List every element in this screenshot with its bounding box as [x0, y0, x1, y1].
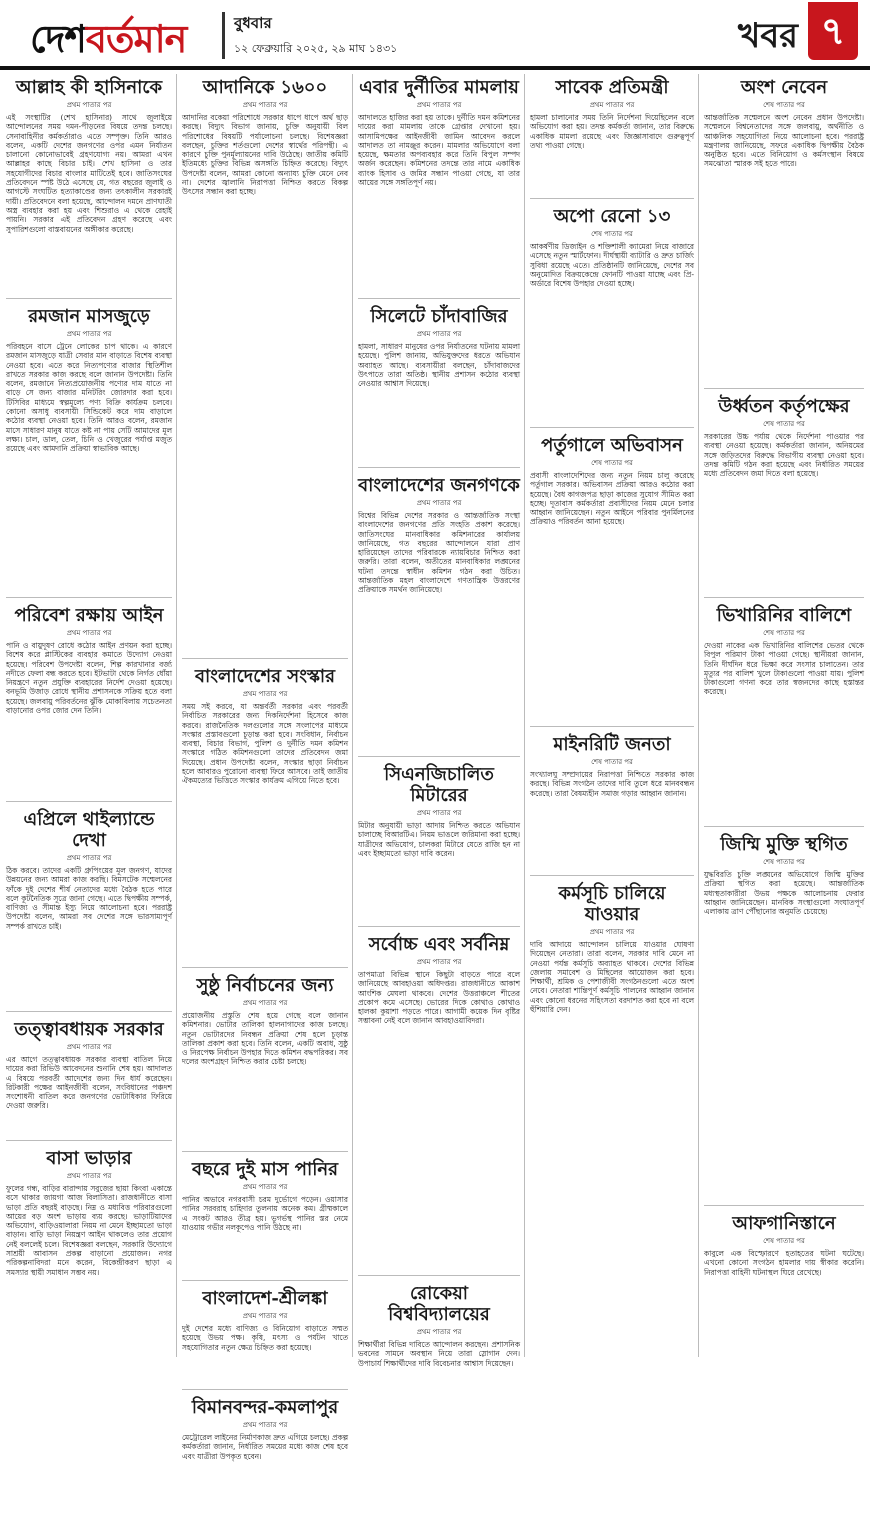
article-body: আন্তর্জাতিক সম্মেলনে অংশ নেবেন প্রধান উপদেষ্টা। সম্মেলনে বিশ্বনেতাদের সঙ্গে জলবায়ু, অর্থনীতি ও আঞ্চলিক সহযোগিতা নিয়ে আলোচনা হবে। পররাষ্ট্র মন্ত্রণালয় জানিয়েছে, সফরে একাধিক দ্বিপক্ষীয় বৈঠক অনুষ্ঠিত হবে। এতে বিনিয়োগ ও কর্মসংস্থান বিষয়ে সমঝোতা স্মারক সই হতে পারে।	[704, 113, 864, 169]
headline: আল্লাহ কী হাসিনাকে	[15, 77, 163, 98]
article-body: আকর্ষণীয় ডিজাইন ও শক্তিশালী ক্যামেরা নিয়ে বাজারে এসেছে নতুন স্মার্টফোন। দীর্ঘস্থায়ী ব্যাটারি ও দ্রুত চার্জিং সুবিধা রয়েছে এতে। প্রতিষ্ঠানটি জানিয়েছে, দেশের সব অনুমোদিত বিক্রয়কেন্দ্রে ফোনটি পাওয়া যাচ্ছে এবং প্রি-অর্ডারে বিশেষ উপহার দেওয়া হচ্ছে।	[530, 242, 694, 289]
headline: উর্ধ্বতন কর্তৃপক্ষের	[718, 396, 850, 417]
headline: এপ্রিলে থাইল্যান্ডে দেখা	[23, 809, 155, 851]
continuation-note: প্রথম পাতার পর	[66, 854, 112, 862]
article-body: আদালতে হাজির করা হয় তাকে। দুর্নীতি দমন কমিশনের দায়ের করা মামলায় তাকে গ্রেপ্তার দেখানো হয়। আসামিপক্ষের আইনজীবী জামিন আবেদন করলে আদালত তা নামঞ্জুর করেন। মামলার অভিযোগে বলা হয়েছে, ক্ষমতার অপব্যবহার করে তিনি বিপুল সম্পদ অর্জন করেছেন। কমিশনের তদন্তে তার নামে একাধিক ব্যাংক হিসাব ও জমির সন্ধান পাওয়া গেছে, যা তার আয়ের সঙ্গে সঙ্গতিপূর্ণ নয়।	[358, 113, 520, 188]
article-ramadan	[6, 303, 172, 598]
article-body: হামলা চালানোর সময় তিনি নির্দেশনা দিয়েছিলেন বলে অভিযোগ করা হয়। তদন্ত কর্মকর্তা জানান, তার বিরুদ্ধে একাধিক মামলা রয়েছে এবং জিজ্ঞাসাবাদে গুরুত্বপূর্ণ তথ্য পাওয়া গেছে।	[530, 113, 694, 150]
continuation-note: শেষ পাতার পর	[763, 629, 805, 637]
article-body: প্রয়োজনীয় প্রস্তুতি শেষ হয়ে গেছে বলে জানান কমিশনার। ভোটার তালিকা হালনাগাদের কাজ চলছে। নতুন ভোটারদের নিবন্ধন প্রক্রিয়া শেষ হলে চূড়ান্ত তালিকা প্রকাশ করা হবে। তিনি বলেন, একটি অবাধ, সুষ্ঠু ও নিরপেক্ষ নির্বাচন উপহার দিতে কমিশন বদ্ধপরিকর। সব দলের অংশগ্রহণ নিশ্চিত করার চেষ্টা চলছে।	[182, 1011, 348, 1067]
page-number: ৭	[808, 2, 858, 60]
column-2	[182, 74, 348, 1512]
weekday: বুধবার	[234, 14, 272, 32]
article-rokeya	[358, 1280, 520, 1515]
article-top-official	[704, 393, 864, 598]
column-divider	[352, 74, 353, 1357]
article-body: আদানির বকেয়া পরিশোধে সরকার ধাপে ধাপে অর্থ ছাড় করছে। বিদ্যুৎ বিভাগ জানায়, চুক্তি অনুযায়ী বিল পরিশোধের বিষয়টি পর্যালোচনা চলছে। বিশেষজ্ঞরা বলছেন, চুক্তির শর্তগুলো দেশের স্বার্থের পরিপন্থী। এ কারণে চুক্তি পুনর্মূল্যায়নের দাবি উঠেছে। জাতীয় কমিটি ইতিমধ্যে চুক্তির বিভিন্ন অসঙ্গতি চিহ্নিত করেছে। বিদ্যুৎ উপদেষ্টা বলেন, আমরা কোনো অন্যায্য চুক্তি মেনে নেব না। দেশের জ্বালানি নিরাপত্তা নিশ্চিত করতে বিকল্প উৎসের সন্ধান করা হচ্ছে।	[182, 113, 348, 197]
article-rent	[6, 1145, 172, 1479]
article-body: মিটার অনুযায়ী ভাড়া আদায় নিশ্চিত করতে অভিযান চালাচ্ছে বিআরটিএ। নিয়ম ভাঙলে জরিমানা করা হচ্ছে। যাত্রীদের অভিযোগ, চালকরা মিটারে যেতে রাজি হন না এবং ইচ্ছামতো ভাড়া দাবি করেন।	[358, 821, 520, 858]
headline: সাবেক প্রতিমন্ত্রী	[555, 77, 669, 98]
headline: বাংলাদেশের জনগণকে	[358, 475, 520, 496]
article-body: সরকারের উচ্চ পর্যায় থেকে নির্দেশনা পাওয়ার পর ব্যবস্থা নেওয়া হয়েছে। কর্মকর্তারা জানান, অনিয়মের সঙ্গে জড়িতদের বিরুদ্ধে বিভাগীয় ব্যবস্থা নেওয়া হবে। তদন্ত কমিটি গঠন করা হয়েছে এবং নির্ধারিত সময়ের মধ্যে প্রতিবেদন জমা দিতে বলা হয়েছে।	[704, 432, 864, 479]
article-afghanistan	[704, 1210, 864, 1404]
continuation-note: প্রথম পাতার পর	[66, 330, 112, 338]
headline: আফগানিস্তানে	[732, 1213, 836, 1234]
headline: রমজান মাসজুড়ে	[28, 306, 150, 327]
article-sylhet	[358, 303, 520, 468]
headline: বাংলাদেশের সংস্কার	[194, 666, 336, 687]
article-election	[182, 972, 348, 1152]
article-body: তাপমাত্রা বিভিন্ন স্থানে কিছুটা বাড়তে পারে বলে জানিয়েছে আবহাওয়া অধিদপ্তর। রাজধানীতে আকাশ আংশিক মেঘলা থাকবে। দেশের উত্তরাঞ্চলে শীতের প্রকোপ কমে এসেছে। ভোরের দিকে কোথাও কোথাও হালকা কুয়াশা পড়তে পারে। আগামী কয়েক দিন বৃষ্টির সম্ভাবনা নেই বলে জানান আবহাওয়াবিদরা।	[358, 970, 520, 1026]
headline: সর্বোচ্চ এবং সর্বনিম্ন	[368, 934, 510, 955]
logo-part-1: দেশ	[30, 16, 86, 61]
headline: অপো রেনো ১৩	[553, 206, 671, 227]
headline: ভিখারিনির বালিশে	[716, 605, 852, 626]
headline: এবার দুর্নীতির মামলায়	[359, 77, 519, 98]
continuation-note: প্রথম পাতার পর	[242, 690, 288, 698]
continuation-note: প্রথম পাতার পর	[589, 928, 635, 936]
article-body: পানির অভাবে নগরবাসী চরম দুর্ভোগে পড়েন। ওয়াসার পানির সরবরাহ চাহিদার তুলনায় অনেক কম। গ্রীষ্মকালে এ সংকট আরও তীব্র হয়। ভূগর্ভস্থ পানির স্তর নেমে যাওয়ায় গভীর নলকূপেও পানি উঠছে না।	[182, 1195, 348, 1232]
continuation-note: প্রথম পাতার পর	[416, 330, 462, 338]
column-3	[358, 74, 520, 1519]
continuation-note: প্রথম পাতার পর	[416, 101, 462, 109]
headline: বছরে দুই মাস পানির	[191, 1159, 339, 1180]
article-hostage	[704, 831, 864, 1206]
article-cng	[358, 761, 520, 927]
continuation-note: প্রথম পাতার পর	[242, 999, 288, 1007]
continuation-note: শেষ পাতার পর	[591, 230, 633, 238]
column-1	[6, 74, 172, 1483]
article-body: প্রবাসী বাংলাদেশিদের জন্য নতুন নিয়ম চালু করেছে পর্তুগাল সরকার। অভিবাসন প্রক্রিয়া আরও কঠোর করা হয়েছে। বৈধ কাগজপত্র ছাড়া কাজের সুযোগ সীমিত করা হচ্ছে। দূতাবাস কর্মকর্তারা প্রবাসীদের নিয়ম মেনে চলার আহ্বান জানিয়েছেন। নতুন আইনে পরিবার পুনর্মিলনের প্রক্রিয়াও পরিবর্তন আনা হয়েছে।	[530, 471, 694, 527]
article-hasina	[6, 74, 172, 299]
headline: বাসা ভাড়ার	[46, 1148, 132, 1169]
newspaper-logo	[30, 10, 186, 74]
article-people	[358, 472, 520, 757]
article-body: দুই দেশের মধ্যে বাণিজ্য ও বিনিয়োগ বাড়াতে সম্মত হয়েছে উভয় পক্ষ। কৃষি, মৎস্য ও পর্যটন খাতে সহযোগিতার নতুন ক্ষেত্র চিহ্নিত করা হয়েছে।	[182, 1324, 348, 1352]
masthead	[0, 0, 870, 64]
continuation-note: প্রথম পাতার পর	[242, 101, 288, 109]
continuation-note: প্রথম পাতার পর	[66, 101, 112, 109]
article-oppo	[530, 203, 694, 428]
headline: বাংলাদেশ-শ্রীলঙ্কা	[202, 1288, 328, 1309]
headline: পর্তুগালে অভিবাসন	[541, 435, 683, 456]
article-body: পরিবহনে বাসে ট্রেনে লোকের চাপ থাকে। এ কারণে রমজান মাসজুড়ে যাত্রী সেবার মান বাড়াতে বিশেষ ব্যবস্থা নেওয়া হবে। এতে করে নিত্যপণ্যের বাজার স্থিতিশীল রাখতে সরকার কাজ করছে বলে জানান উপদেষ্টা। তিনি বলেন, রমজানে নিত্যপ্রয়োজনীয় পণ্যের দাম যাতে না বাড়ে সে জন্য বাজার মনিটরিং জোরদার করা হবে। টিসিবির মাধ্যমে স্বল্পমূল্যে পণ্য বিক্রি কার্যক্রম চলবে। কোনো অসাধু ব্যবসায়ী সিন্ডিকেট করে দাম বাড়ালে কঠোর ব্যবস্থা নেওয়া হবে। তিনি আরও বলেন, রমজান মাসে সাধারণ মানুষ যাতে কষ্ট না পায় সেটি আমাদের মূল লক্ষ্য। চাল, ডাল, তেল, চিনি ও খেজুরের পর্যাপ্ত মজুত রয়েছে এবং আমদানি প্রক্রিয়া স্বাভাবিক আছে।	[6, 342, 172, 454]
article-program	[530, 880, 694, 1465]
article-body: দাবি আদায়ে আন্দোলন চালিয়ে যাওয়ার ঘোষণা দিয়েছেন নেতারা। তারা বলেন, সরকার দাবি মেনে না নেওয়া পর্যন্ত কর্মসূচি অব্যাহত থাকবে। দেশের বিভিন্ন জেলায় সমাবেশ ও মিছিলের আয়োজন করা হবে। শিক্ষার্থী, শ্রমিক ও পেশাজীবী সংগঠনগুলো এতে অংশ নেবে। নেতারা শান্তিপূর্ণ কর্মসূচি পালনের আহ্বান জানান এবং কোনো ধরনের সহিংসতা বরদাশত করা হবে না বলে হুঁশিয়ারি দেন।	[530, 940, 694, 1015]
continuation-note: শেষ পাতার পর	[763, 858, 805, 866]
headline: সিলেটে চাঁদাবাজির	[370, 306, 508, 327]
article-caretaker	[6, 1016, 172, 1141]
headline: অংশ নেবেন	[740, 77, 828, 98]
continuation-note: শেষ পাতার পর	[763, 1237, 805, 1245]
continuation-note: শেষ পাতার পর	[763, 101, 805, 109]
continuation-note: প্রথম পাতার পর	[242, 1421, 288, 1429]
article-bd-lanka	[182, 1285, 348, 1390]
article-body: বিশ্বের বিভিন্ন দেশের সরকার ও আন্তর্জাতিক সংস্থা বাংলাদেশের জনগণের প্রতি সংহতি প্রকাশ করেছে। জাতিসংঘের মানবাধিকার কমিশনারের কার্যালয় জানিয়েছে, গত বছরের আন্দোলনে যারা প্রাণ হারিয়েছেন তাদের পরিবারকে ন্যায়বিচার নিশ্চিত করা জরুরি। তারা বলেন, অতীতের মানবাধিকার লঙ্ঘনের ঘটনা তদন্তে স্বাধীন কমিশন গঠন করা উচিত। আন্তর্জাতিক মহল বাংলাদেশে গণতান্ত্রিক উত্তরণের প্রক্রিয়াকে সমর্থন জানিয়েছে।	[358, 511, 520, 595]
article-body: সময় সই করবে, যা অন্তর্বর্তী সরকার এবং পরবর্তী নির্বাচিত সরকারের জন্য দিকনির্দেশনা হিসেবে কাজ করবে। রাজনৈতিক দলগুলোর সঙ্গে সংলাপের মাধ্যমে সংস্কার প্রস্তাবগুলো চূড়ান্ত করা হবে। সংবিধান, নির্বাচন ব্যবস্থা, বিচার বিভাগ, পুলিশ ও দুর্নীতি দমন কমিশন সংস্কারে গঠিত কমিশনগুলো তাদের প্রতিবেদন জমা দিয়েছে। প্রধান উপদেষ্টা বলেন, সংস্কার ছাড়া নির্বাচন হলে আবারও পুরোনো ব্যবস্থা ফিরে আসবে। তাই জাতীয় ঐকমত্যের ভিত্তিতে সংস্কার কার্যক্রম এগিয়ে নিতে হবে।	[182, 702, 348, 786]
logo-part-2: বর্তমান	[85, 16, 187, 61]
article-reform	[182, 663, 348, 968]
article-body: মেট্রোরেল লাইনের নির্মাণকাজ দ্রুত এগিয়ে চলছে। প্রকল্প কর্মকর্তারা জানান, নির্ধারিত সময়ের মধ্যে কাজ শেষ হবে এবং যাত্রীরা উপকৃত হবেন।	[182, 1433, 348, 1461]
continuation-note: প্রথম পাতার পর	[416, 499, 462, 507]
headline: জিম্মি মুক্তি স্থগিত	[720, 834, 848, 855]
column-5	[704, 74, 864, 1408]
article-body: ফুলের গন্ধ, বাড়ির বারান্দায় সবুজের ছায়া কিংবা একান্তে বসে থাকার জায়গা আজ বিলাসিতা। রাজধানীতে বাসা ভাড়া প্রতি বছরই বাড়ছে। নিম্ন ও মধ্যবিত্ত পরিবারগুলো আয়ের বড় অংশ ভাড়ায় ব্যয় করছে। ভাড়াটিয়াদের অভিযোগ, বাড়িওয়ালারা নিয়ম না মেনে ইচ্ছামতো ভাড়া বাড়ান। বাড়ি ভাড়া নিয়ন্ত্রণ আইন থাকলেও তার প্রয়োগ নেই বললেই চলে। বিশেষজ্ঞরা বলছেন, সরকারি উদ্যোগে সাশ্রয়ী আবাসন প্রকল্প বাড়ানো প্রয়োজন। নগর পরিকল্পনাবিদরা মনে করেন, বিকেন্দ্রীকরণ ছাড়া এ সমস্যার স্থায়ী সমাধান সম্ভব নয়।	[6, 1184, 172, 1277]
article-body: দেওয়া নাকের এক ভিখারিনির বালিশের ভেতর থেকে বিপুল পরিমাণ টাকা পাওয়া গেছে। স্থানীয়রা জানান, তিনি দীর্ঘদিন ধরে ভিক্ষা করে সংসার চালাতেন। তার মৃত্যুর পর বালিশ খুলে টাকাগুলো পাওয়া যায়। পুলিশ টাকাগুলো গণনা করে তার স্বজনদের কাছে হস্তান্তর করেছে।	[704, 641, 864, 697]
article-bimanbandar	[182, 1394, 348, 1508]
article-environment	[6, 602, 172, 802]
article-body: এই সংস্থাটির (শেখ হাসিনার) সাথে জুলাইয়ে আন্দোলনের সময় দমন-পীড়নের বিষয়ে তদন্ত চলছে। সেনাবাহিনীর কর্মকর্তারাও এতে সম্পৃক্ত। তিনি আরও বলেন, একটি দেশের জনগণের ওপর এমন নির্যাতন চালানো কোনোভাবেই গ্রহণযোগ্য নয়। আমরা এখন আল্লাহর কাছে বিচার চাই। শেখ হাসিনা ও তার সহযোগীদের বিচার বাংলার মাটিতেই হবে। জাতিসংঘের প্রতিবেদনে স্পষ্ট উঠে এসেছে যে, গত বছরের জুলাই ও আগস্টে সংঘটিত হত্যাকাণ্ডের জন্য তৎকালীন সরকারই দায়ী। প্রতিবেদনে বলা হয়েছে, আন্দোলন দমনে প্রাণঘাতী অস্ত্র ব্যবহার করা হয় এবং শিশুরাও এ থেকে রেহাই পায়নি। সরকার এই প্রতিবেদন গ্রহণ করেছে এবং সুপারিশগুলো বাস্তবায়নের অঙ্গীকার করেছে।	[6, 113, 172, 234]
continuation-note: প্রথম পাতার পর	[416, 809, 462, 817]
continuation-note: প্রথম পাতার পর	[66, 1043, 112, 1051]
article-corruption	[358, 74, 520, 299]
continuation-note: প্রথম পাতার পর	[66, 629, 112, 637]
article-body: এর আগে তত্ত্বাবধায়ক সরকার ব্যবস্থা বাতিল নিয়ে দায়ের করা রিভিউ আবেদনের শুনানি শেষ হয়। আদালত এ বিষয়ে পরবর্তী আদেশের জন্য দিন ধার্য করেছেন। রিটকারী পক্ষের আইনজীবী বলেন, সংবিধানের পঞ্চদশ সংশোধনী বাতিল করে জনগণের ভোটাধিকার ফিরিয়ে দেওয়া জরুরি।	[6, 1055, 172, 1111]
continuation-note: প্রথম পাতার পর	[416, 958, 462, 966]
column-divider	[176, 74, 177, 1357]
article-body: সংখ্যালঘু সম্প্রদায়ের নিরাপত্তা নিশ্চিতে সরকার কাজ করছে। বিভিন্ন সংগঠন তাদের দাবি তুলে ধরে মানববন্ধন করেছে। তারা বৈষম্যহীন সমাজ গড়ার আহ্বান জানান।	[530, 770, 694, 798]
column-divider	[524, 74, 525, 1357]
article-beggar	[704, 602, 864, 827]
headline: বিমানবন্দর-কমলাপুর	[191, 1397, 339, 1418]
article-portugal	[530, 432, 694, 727]
continuation-note: শেষ পাতার পর	[763, 420, 805, 428]
headline: রোকেয়া বিশ্ববিদ্যালয়ের	[388, 1283, 490, 1325]
continuation-note: প্রথম পাতার পর	[589, 101, 635, 109]
headline: তত্ত্বাবধায়ক সরকার	[14, 1019, 164, 1040]
date-line: ১২ ফেব্রুয়ারি ২০২৫, ২৯ মাঘ ১৪৩১	[234, 42, 398, 55]
continuation-note: প্রথম পাতার পর	[242, 1183, 288, 1191]
column-4	[530, 74, 694, 1469]
article-minority	[530, 731, 694, 876]
headline: পরিবেশ রক্ষায় আইন	[14, 605, 164, 626]
article-body: পানি ও বায়ুদূষণ রোধে কঠোর আইন প্রণয়ন করা হচ্ছে। বিশেষ করে প্লাস্টিকের ব্যবহার কমাতে উদ্যোগ নেওয়া হয়েছে। পরিবেশ উপদেষ্টা বলেন, শিল্প কারখানার বর্জ্য নদীতে ফেলা বন্ধ করতে হবে। ইটভাটা থেকে নির্গত ধোঁয়া নিয়ন্ত্রণে নতুন প্রযুক্তি ব্যবহারের নির্দেশ দেওয়া হয়েছে। বনভূমি উজাড় রোধে স্থানীয় প্রশাসনকে সক্রিয় হতে বলা হয়েছে। জলবায়ু পরিবর্তনের ঝুঁকি মোকাবিলায় সচেতনতা বাড়ানোর ওপর জোর দেন তিনি।	[6, 641, 172, 716]
issue-date	[222, 12, 397, 59]
article-ex-minister	[530, 74, 694, 199]
continuation-note: প্রথম পাতার পর	[242, 1312, 288, 1320]
article-body: শিক্ষার্থীরা বিভিন্ন দাবিতে আন্দোলন করছেন। প্রশাসনিক ভবনের সামনে অবস্থান নিয়ে তারা স্লোগান দেন। উপাচার্য শিক্ষার্থীদের দাবি বিবেচনার আশ্বাস দিয়েছেন।	[358, 1340, 520, 1368]
article-april	[6, 806, 172, 1012]
headline: কর্মসূচি চালিয়ে যাওয়ার	[558, 883, 666, 925]
column-divider	[698, 74, 699, 1357]
headline: আদানিকে ১৬০০	[202, 77, 328, 98]
headline: সিএনজিচালিত মিটারের	[384, 764, 494, 806]
article-body: কাবুলে এক বিস্ফোরণে হতাহতের ঘটনা ঘটেছে। এখনো কোনো সংগঠন হামলার দায় স্বীকার করেনি। নিরাপত্তা বাহিনী ঘটনাস্থল ঘিরে রেখেছে।	[704, 1249, 864, 1277]
article-maximum	[358, 931, 520, 1276]
article-water	[182, 1156, 348, 1281]
continuation-note: শেষ পাতার পর	[591, 459, 633, 467]
article-body: হামলা, সাধারণ মানুষের ওপর নির্যাতনের ঘটনায় মামলা হয়েছে। পুলিশ জানায়, অভিযুক্তদের ধরতে অভিযান অব্যাহত আছে। ব্যবসায়ীরা বলছেন, চাঁদাবাজদের উৎপাতে তারা অতিষ্ঠ। স্থানীয় প্রশাসন কঠোর ব্যবস্থা নেওয়ার আশ্বাস দিয়েছে।	[358, 342, 520, 389]
article-body: যুদ্ধবিরতি চুক্তি লঙ্ঘনের অভিযোগে জিম্মি মুক্তির প্রক্রিয়া স্থগিত করা হয়েছে। আন্তর্জাতিক মধ্যস্থতাকারীরা উভয় পক্ষকে আলোচনায় ফেরার আহ্বান জানিয়েছেন। মানবিক সংস্থাগুলো সংঘাতপূর্ণ এলাকায় ত্রাণ পৌঁছানোর অনুমতি চেয়েছে।	[704, 870, 864, 917]
article-share	[704, 74, 864, 389]
article-body: ঠিক করবে। তাদের একটি গ্রুপিংয়ের মূল জনগণ, যাদের উন্নয়নের জন্য আমরা কাজ করছি। বিমসটেক সম্মেলনের ফাঁকে দুই দেশের শীর্ষ নেতাদের মধ্যে বৈঠক হতে পারে বলে কূটনৈতিক সূত্রে জানা গেছে। এতে দ্বিপক্ষীয় সম্পর্ক, বাণিজ্য ও সীমান্ত ইস্যু নিয়ে আলোচনা হবে। পররাষ্ট্র উপদেষ্টা বলেন, আমরা সব দেশের সঙ্গে ভারসাম্যপূর্ণ সম্পর্ক রাখতে চাই।	[6, 866, 172, 931]
headline: মাইনরিটি জনতা	[553, 734, 671, 755]
continuation-note: শেষ পাতার পর	[591, 758, 633, 766]
headline: সুষ্ঠু নির্বাচনের জন্য	[196, 975, 334, 996]
continuation-note: প্রথম পাতার পর	[66, 1172, 112, 1180]
article-adani	[182, 74, 348, 659]
continuation-note: প্রথম পাতার পর	[416, 1328, 462, 1336]
masthead-rule	[0, 66, 870, 70]
section-title: খবর	[738, 10, 798, 67]
